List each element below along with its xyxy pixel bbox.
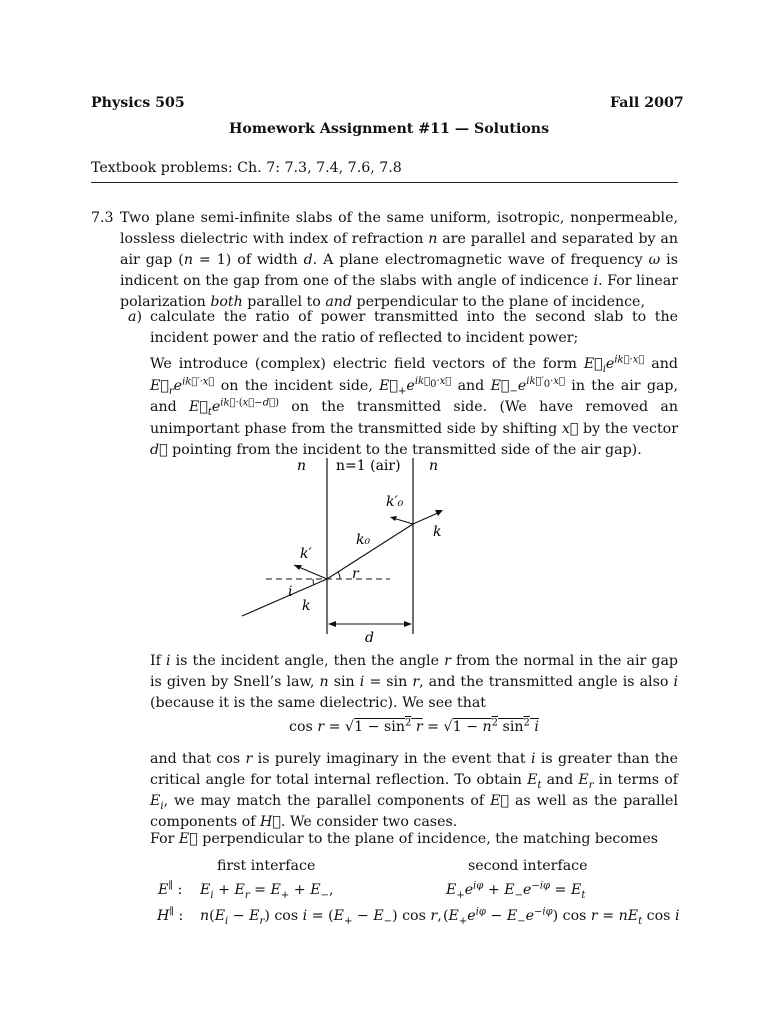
label-right-n: n (429, 458, 439, 474)
equation-h-second: $(E_+e^{i\varphi} - E_-e^{-i\varphi})$ $\cos r = nE_t$ cos i (443, 906, 680, 927)
equation-e-second: $E_+e^{i\varphi} + E_-e^{-i\varphi} = E_t$ (446, 880, 586, 901)
equation-cos-r: $\cos r = √1 - \sin^2 r = √1 - n^2$ $\sin^2 i$ (289, 717, 539, 735)
transmitted-ray (413, 512, 440, 524)
equation-e-first: $E_i + E_r = E_+ + E_-$, (200, 882, 334, 901)
gap-reflected-ray (393, 518, 413, 524)
label-left-n: n (297, 458, 307, 474)
part-a-label: a) (128, 309, 143, 325)
assignment-title: Homework Assignment #11 — Solutions (229, 121, 550, 137)
label-gap: n=1 (air) (336, 458, 401, 474)
solution-paragraph-critical: and that cos r is purely imaginary in the event that i is greater than the critical angle for total internal reflection. To obtain $E_t$ and $E_r$ in terms of $E_i$, we may match the parallel components of E⃗ as well as the parallel components of H⃗. We consider two cases. (150, 751, 678, 830)
course-name: Physics 505 (91, 95, 185, 111)
label-k0-prime: k′₀ (386, 494, 404, 510)
angle-r-arc (338, 572, 340, 579)
equation-h-first: $n(E_i - E_r)$ $\cos i = (E_+ - E_-)$ cos r, (200, 908, 442, 927)
angle-i-arc (313, 579, 314, 585)
textbook-problems: Textbook problems: Ch. 7: 7.3, 7.4, 7.6, 7.8 (91, 160, 402, 176)
label-d: d (365, 630, 374, 646)
solution-paragraph-fields: We introduce (complex) electric field vectors of the form $E⃗_ie^{ik⃗\cdot x⃗}$ and $E⃗_re^{ik⃗'\cdot x⃗}$ on the incident side, $E⃗_+e^{ik⃗_0\cdot x⃗}$ and $E⃗_-e^{ik⃗'_0\cdot x⃗}$ in the air gap, and $E⃗_te^{ik⃗\cdot(x⃗-d⃗)}$ on the transmitted side. (We have removed an unimportant phase from the transmitted side by shifting x⃗ by the vector d⃗ pointing from the incident to the transmitted side of the air gap). (150, 354, 679, 458)
part-a-text: calculate the ratio of power transmitted into the second slab to the incident power and the ratio of reflected to incident power; (150, 309, 678, 346)
label-k-in: k (302, 598, 311, 614)
label-k0: k₀ (356, 532, 371, 548)
solution-paragraph-perpendicular: For E⃗ perpendicular to the plane of incidence, the matching becomes (150, 831, 659, 847)
label-angle-r: r (352, 566, 359, 582)
transmitted-arrowhead (435, 510, 443, 516)
width-arrow-left-head (328, 621, 336, 627)
column-head-second: second interface (468, 858, 588, 874)
solution-paragraph-snell: If i is the incident angle, then the angle r from the normal in the air gap is given by Snell’s law, n sin i = sin r, and the transmitted angle is also i (because it is the same dielectric). We see that (150, 653, 678, 711)
row-label-e-parallel: E∥ : (158, 880, 183, 898)
label-k-out: k (433, 524, 442, 540)
header-rule (91, 182, 678, 183)
term: Fall 2007 (610, 95, 684, 111)
label-angle-i: i (288, 584, 293, 600)
slab-diagram (230, 452, 450, 652)
row-label-h-parallel: H∥ : (157, 906, 184, 924)
problem-statement: Two plane semi-infinite slabs of the same uniform, isotropic, nonpermeable, lossless dielectric with index of refraction n are parallel and separated by an air gap (n = 1) of width d. A plane electromagnetic wave of frequency ω is indicent on the gap from one of the slabs with angle of indicence i. For linear polarization both parallel to and perpendicular to the plane of incidence, (120, 210, 679, 310)
gap-reflected-arrowhead (390, 516, 397, 521)
column-head-first: first interface (217, 858, 316, 874)
problem-number: 7.3 (91, 210, 114, 226)
label-k-prime: k′ (300, 546, 312, 562)
width-arrow-right-head (404, 621, 412, 627)
